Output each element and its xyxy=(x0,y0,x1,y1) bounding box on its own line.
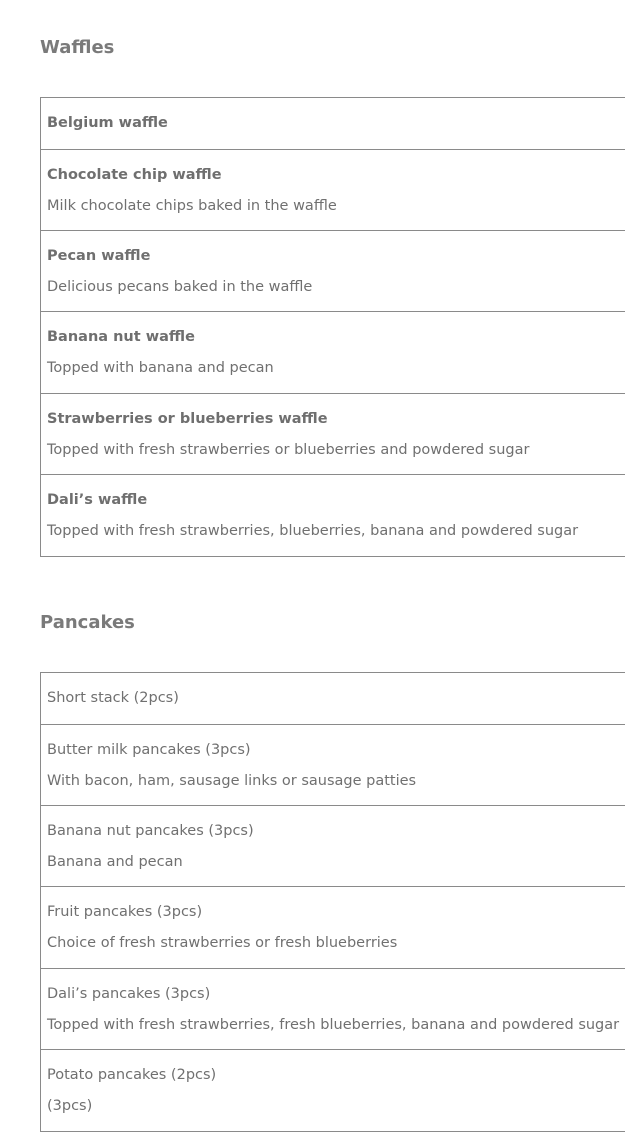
menu-item-description: Milk chocolate chips baked in the waffle xyxy=(47,198,337,214)
menu-item-name: Banana nut pancakes (3pcs) xyxy=(47,823,254,839)
waffles-section-title: Waffles xyxy=(40,37,115,58)
menu-item-name: Fruit pancakes (3pcs) xyxy=(47,904,203,920)
menu-row xyxy=(41,969,625,1050)
menu-row xyxy=(41,806,625,887)
menu-row xyxy=(41,231,625,312)
menu-item-name: Short stack (2pcs) xyxy=(47,690,179,706)
menu-row xyxy=(41,887,625,969)
menu-row xyxy=(41,673,625,725)
menu-row xyxy=(41,394,625,475)
pancakes-section-title: Pancakes xyxy=(40,612,135,633)
menu-item-description: Choice of fresh strawberries or fresh blueberries xyxy=(47,935,398,951)
waffles-menu-table xyxy=(40,97,625,557)
menu-item-name: Dali’s waffle xyxy=(47,492,148,508)
menu-item-name: Potato pancakes (2pcs) xyxy=(47,1067,217,1083)
menu-item-description: With bacon, ham, sausage links or sausage patties xyxy=(47,773,417,789)
menu-item-name: Banana nut waffle xyxy=(47,329,195,345)
menu-row xyxy=(41,98,625,150)
menu-row xyxy=(41,475,625,557)
menu-row xyxy=(41,1050,625,1132)
menu-item-description: (3pcs) xyxy=(47,1098,93,1114)
menu-item-name: Dali’s pancakes (3pcs) xyxy=(47,986,211,1002)
menu-row xyxy=(41,150,625,231)
menu-item-name: Butter milk pancakes (3pcs) xyxy=(47,742,251,758)
menu-item-description: Topped with fresh strawberries, blueberries, banana and powdered sugar xyxy=(47,523,579,539)
menu-item-name: Chocolate chip waffle xyxy=(47,167,222,183)
menu-item-description: Banana and pecan xyxy=(47,854,183,870)
menu-item-name: Belgium waffle xyxy=(47,115,168,131)
menu-item-description: Topped with banana and pecan xyxy=(47,360,274,376)
menu-item-description: Topped with fresh strawberries or blueberries and powdered sugar xyxy=(47,442,530,458)
pancakes-menu-table xyxy=(40,672,625,1132)
menu-row xyxy=(41,312,625,394)
menu-item-description: Delicious pecans baked in the waffle xyxy=(47,279,313,295)
menu-row xyxy=(41,725,625,806)
menu-item-name: Pecan waffle xyxy=(47,248,151,264)
menu-item-name: Strawberries or blueberries waffle xyxy=(47,411,328,427)
menu-item-description: Topped with fresh strawberries, fresh blueberries, banana and powdered sugar xyxy=(47,1017,620,1033)
